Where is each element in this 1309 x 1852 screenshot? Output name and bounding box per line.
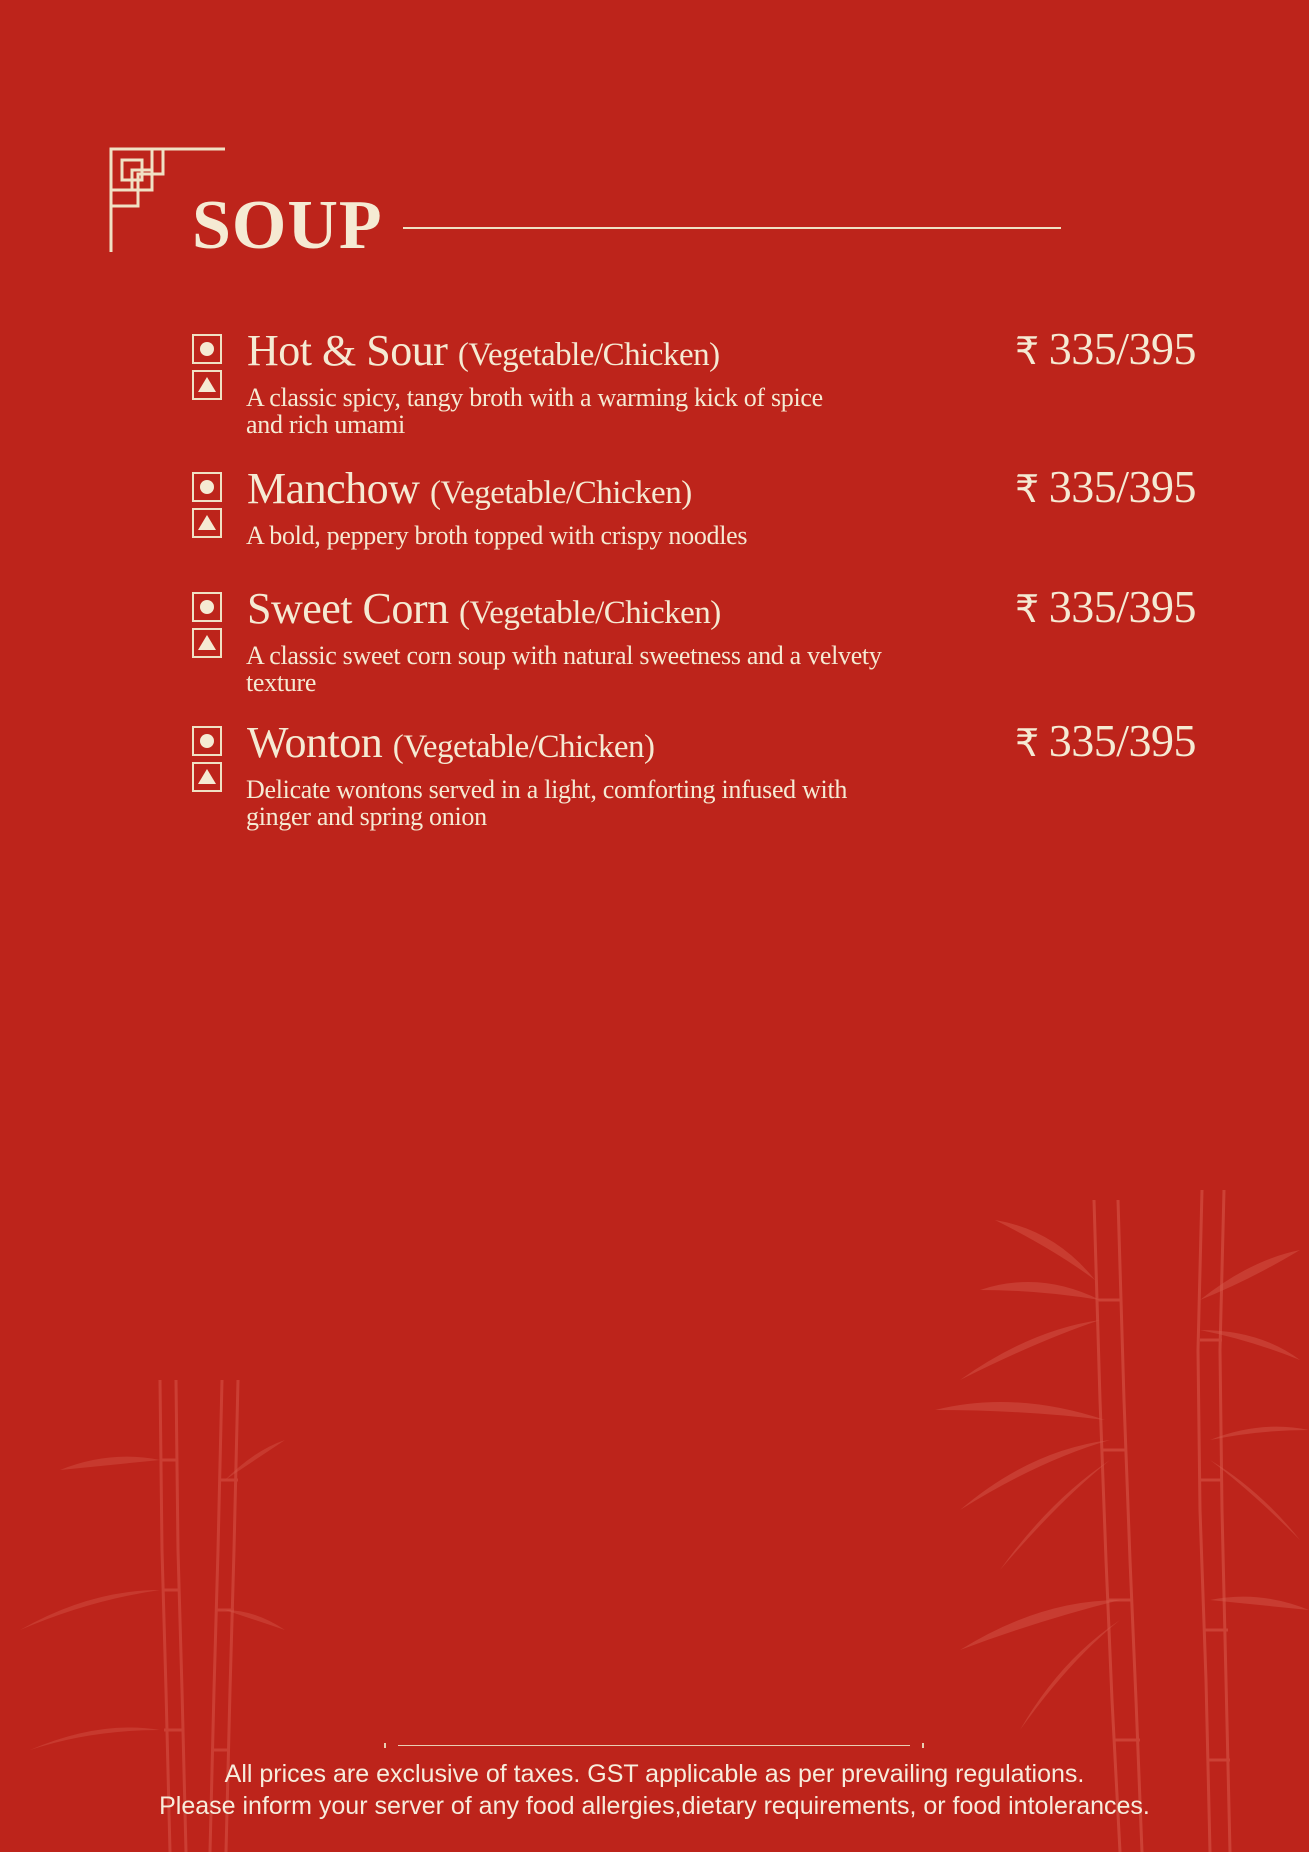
- item-price: [1015, 582, 1196, 634]
- rupee-icon: ₹: [1015, 329, 1039, 373]
- veg-circle-icon: [192, 726, 222, 756]
- item-description: [246, 522, 936, 549]
- item-price: [1015, 716, 1196, 768]
- bamboo-right-decoration: [880, 1180, 1309, 1852]
- rupee-icon: ₹: [1015, 467, 1039, 511]
- description-line: A classic sweet corn soup with natural sweetness and a velvety: [246, 641, 882, 670]
- price-value: 335/395: [1048, 461, 1196, 512]
- price-value: 335/395: [1048, 715, 1196, 766]
- nonveg-triangle-icon: [192, 762, 222, 792]
- item-description: [246, 776, 936, 830]
- item-title: Wonton: [247, 718, 383, 767]
- description-line: A bold, peppery broth topped with crispy noodles: [246, 521, 748, 550]
- nonveg-triangle-icon: [192, 370, 222, 400]
- price-value: 335/395: [1048, 323, 1196, 374]
- description-line: Delicate wontons served in a light, comforting infused with: [246, 775, 848, 804]
- description-line: ginger and spring onion: [246, 802, 487, 831]
- veg-circle-icon: [192, 334, 222, 364]
- description-line: texture: [246, 668, 317, 697]
- item-title: Manchow: [247, 464, 420, 513]
- description-line: A classic spicy, tangy broth with a warming kick of spice: [246, 383, 823, 412]
- item-price: [1015, 462, 1196, 514]
- footer-tax-note: All prices are exclusive of taxes. GST applicable as per prevailing regulations.: [224, 1760, 1085, 1788]
- item-title: Sweet Corn: [247, 584, 449, 633]
- item-price: [1015, 324, 1196, 376]
- item-name: [247, 326, 720, 380]
- item-variant: (Vegetable/Chicken): [429, 475, 692, 511]
- section-title: SOUP: [192, 187, 383, 264]
- nonveg-triangle-icon: [192, 628, 222, 658]
- item-name: [247, 718, 654, 772]
- item-title: Hot & Sour: [247, 326, 448, 375]
- item-description: [246, 384, 936, 438]
- diet-badges: [192, 334, 226, 406]
- footer-allergy-note: Please inform your server of any food allergies,dietary requirements, or food intolerances.: [159, 1792, 1150, 1820]
- veg-circle-icon: [192, 472, 222, 502]
- item-description: [246, 642, 936, 696]
- diet-badges: [192, 592, 226, 664]
- rupee-icon: ₹: [1015, 721, 1039, 765]
- title-divider: [403, 227, 1061, 229]
- item-name: [247, 584, 721, 638]
- item-variant: (Vegetable/Chicken): [459, 595, 721, 631]
- diet-badges: [192, 472, 226, 544]
- nonveg-triangle-icon: [192, 508, 222, 538]
- rupee-icon: ₹: [1015, 587, 1039, 631]
- item-name: [247, 464, 692, 518]
- veg-circle-icon: [192, 592, 222, 622]
- footer-divider: [398, 1745, 910, 1746]
- item-variant: (Vegetable/Chicken): [392, 729, 655, 765]
- item-variant: (Vegetable/Chicken): [457, 337, 720, 373]
- diet-badges: [192, 726, 226, 798]
- price-value: 335/395: [1048, 581, 1196, 632]
- description-line: and rich umami: [246, 410, 405, 439]
